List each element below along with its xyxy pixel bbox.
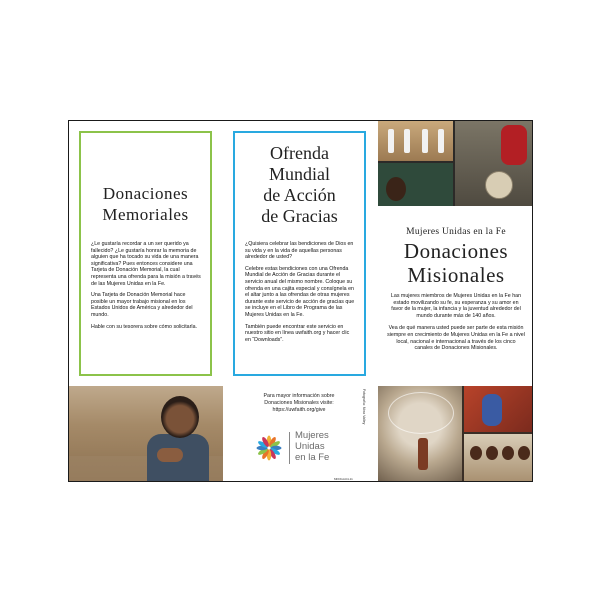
photo-credit: Fotografía: Nina Valley (362, 389, 366, 425)
logo-line2: Unidas (295, 441, 325, 452)
figure-shape (418, 438, 428, 470)
chalkboard-photo (378, 163, 453, 206)
ofrenda-title-line: Ofrenda (270, 143, 329, 163)
ball-shape (485, 171, 513, 199)
memoriales-title (81, 183, 210, 225)
top-collage-photo (378, 121, 533, 206)
girl-photo (69, 386, 223, 482)
hands-shape (157, 448, 183, 462)
misionales-paragraph: Las mujeres miembros de Mujeres Unidas en la Fe han estado movilizando su fe, su esperanza y su amor en favor de la mujer, la infancia y la juventud alrededor del mundo durante más de 140 años. (390, 293, 522, 319)
info-text (249, 393, 349, 413)
info-line1: Para mayor información sobre (263, 393, 335, 399)
panel-memoriales (79, 131, 212, 376)
peppers-photo (464, 386, 533, 432)
info-line2: Donaciones Misionales visite: (264, 399, 334, 406)
print-code: MFDGAU4-11 (334, 477, 353, 481)
person-shape (482, 394, 502, 426)
logo-line1: Mujeres (295, 430, 329, 441)
ofrenda-paragraph: ¿Quisiera celebrar las bendiciones de Dios en su vida y en la vida de aquellas personas alrededor de usted? (245, 241, 354, 261)
face-shape (386, 177, 406, 201)
ofrenda-title-line: de Gracias (261, 206, 338, 226)
ofrenda-title (235, 143, 364, 227)
info-url: https://uwfaith.org/give (272, 406, 326, 413)
misionales-body (387, 293, 525, 358)
memoriales-paragraph: ¿Le gustaría recordar a un ser querido ya fallecido? ¿Le gustaría honrar la memoria de alguien que ha tocado su vida de una manera significativa? Pues entonces considere una Tarjeta de Donación Memorial, la cual representa una ofrenda para la misión a través de las Mujeres Unidas en la Fe. (91, 241, 201, 287)
dome-lines (388, 392, 454, 434)
uwf-logo (255, 426, 345, 468)
brochure-sheet (68, 120, 533, 482)
misionales-paragraph: Vea de qué manera usted puede ser parte de esta misión siempre en crecimiento de Mujeres Unidas en la Fe a nivel local, nacional e internacional a través de los cinco canales de Donaciones Misionales. (387, 325, 525, 352)
misionales-title (381, 239, 531, 287)
ofrenda-paragraph: También puede encontrar este servicio en nuestro sitio en línea uwfaith.org y hacer clic en “Downloads”. (245, 323, 350, 343)
memoriales-body (91, 241, 201, 335)
memoriales-title-line1: Donaciones (102, 184, 189, 203)
ofrenda-paragraph: Celebre estas bendiciones con una Ofrenda Mundial de Acción de Gracias durante el servicio anual del mismo nombre. Coloque su ofrenda en una cajita especial y consígnela en el altar junto a las ofrendas de otras mujeres durante este servicio de acción de gracias que se incluye en el Libro de Programa de las Mujeres Unidas en la Fe. (245, 265, 355, 318)
logo-wordmark (295, 430, 329, 463)
bottom-collage-photo (378, 386, 533, 482)
logo-divider (289, 432, 290, 464)
children-eating-photo (464, 434, 533, 482)
misionales-subtitle: Mujeres Unidas en la Fe (406, 227, 506, 237)
ofrenda-title-line: de Acción (263, 185, 336, 205)
misionales-title-line2: Misionales (407, 263, 505, 287)
ofrenda-title-line: Mundial (269, 164, 330, 184)
soccer-photo (455, 121, 533, 206)
runners-photo (378, 121, 453, 161)
panel-ofrenda (233, 131, 366, 376)
memoriales-paragraph: Una Tarjeta de Donación Memorial hace posible un mayor trabajo misional en los Estados Unidos de América y alrededor del mundo. (91, 292, 193, 318)
logo-line3: en la Fe (295, 452, 330, 463)
ofrenda-body (245, 241, 355, 348)
misionales-title-line1: Donaciones (403, 239, 509, 263)
flower-logo-icon (255, 434, 283, 462)
memoriales-title-line2: Memoriales (102, 205, 189, 224)
dome-photo (378, 386, 462, 482)
kid-shape (501, 125, 527, 165)
head-shape (161, 396, 199, 438)
memoriales-paragraph: Hable con su tesorera sobre cómo solicitarla. (91, 323, 197, 330)
